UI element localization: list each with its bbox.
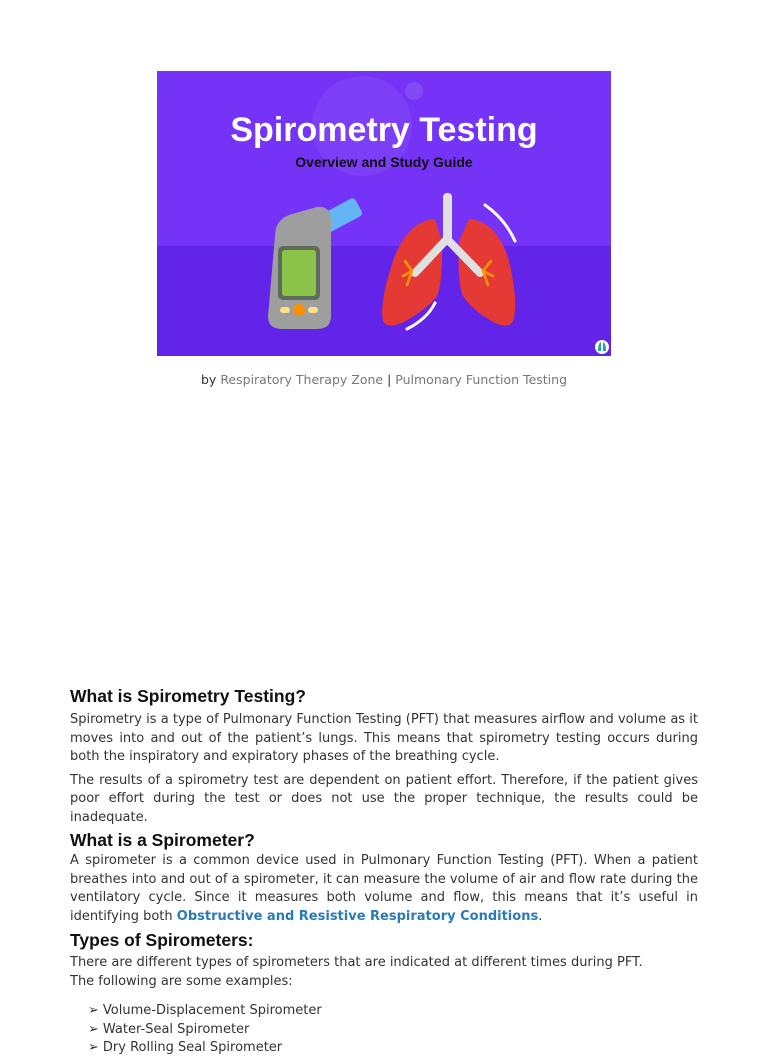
arrow-bullet-icon: ➢	[88, 1040, 99, 1055]
heading-types: Types of Spirometers:	[70, 930, 254, 950]
hero-subtitle: Overview and Study Guide	[295, 154, 473, 170]
byline-separator: |	[387, 372, 392, 387]
author-link[interactable]: Respiratory Therapy Zone	[220, 372, 384, 387]
paragraph-testing-2: The results of a spirometry test are dependent on patient effort. Therefore, if the patient gives poor effort during the test or does not use the proper technique, the results could be inadequate.	[70, 772, 698, 825]
list-item-label: Water-Seal Spirometer	[102, 1021, 250, 1037]
arrow-bullet-icon: ➢	[88, 1021, 99, 1037]
heading-what-is-testing: What is Spirometry Testing?	[70, 686, 306, 706]
hero-illustration	[157, 71, 611, 356]
types-intro-2: The following are some examples:	[70, 973, 293, 989]
hero-banner	[157, 71, 611, 356]
category-link[interactable]: Pulmonary Function Testing	[395, 372, 567, 387]
heading-what-is-spirometer: What is a Spirometer?	[70, 830, 255, 850]
paragraph-spirometer	[70, 852, 698, 926]
list-item-label: Volume-Displacement Spirometer	[102, 1003, 322, 1018]
byline	[0, 372, 768, 387]
paragraph-testing-1: Spirometry is a type of Pulmonary Function Testing (PFT) that measures airflow and volume as it moves into and out of the patient’s lungs. This means that spirometry testing occurs during both the inspiratory and expiratory phases of the breathing cycle.	[70, 712, 698, 764]
hero-title: Spirometry Testing	[230, 111, 538, 149]
types-intro-1: There are different types of spirometers that are indicated at different times during PFT.	[70, 955, 643, 970]
paragraph-spirometer-end: .	[538, 908, 543, 924]
list-item	[88, 1039, 698, 1058]
byline-prefix: by	[200, 372, 217, 387]
list-item	[88, 1002, 698, 1021]
obstructive-resistive-link[interactable]: Obstructive and Resistive Respiratory Conditions	[176, 908, 539, 924]
list-item-label: Dry Rolling Seal Spirometer	[102, 1040, 283, 1055]
types-list	[70, 1002, 698, 1058]
list-item	[88, 1021, 698, 1040]
site-logo-icon	[595, 340, 609, 354]
article-content	[70, 684, 698, 1058]
arrow-bullet-icon: ➢	[88, 1003, 99, 1018]
paragraph-spirometer-text: A spirometer is a common device used in Pulmonary Function Testing (PFT). When a patient breathes into and out of a spirometer, it can measure the volume of air and flow rate during the ventilatory cycle. Since it measures both volume and flow, this means that it’s useful in identifying both	[70, 853, 698, 924]
